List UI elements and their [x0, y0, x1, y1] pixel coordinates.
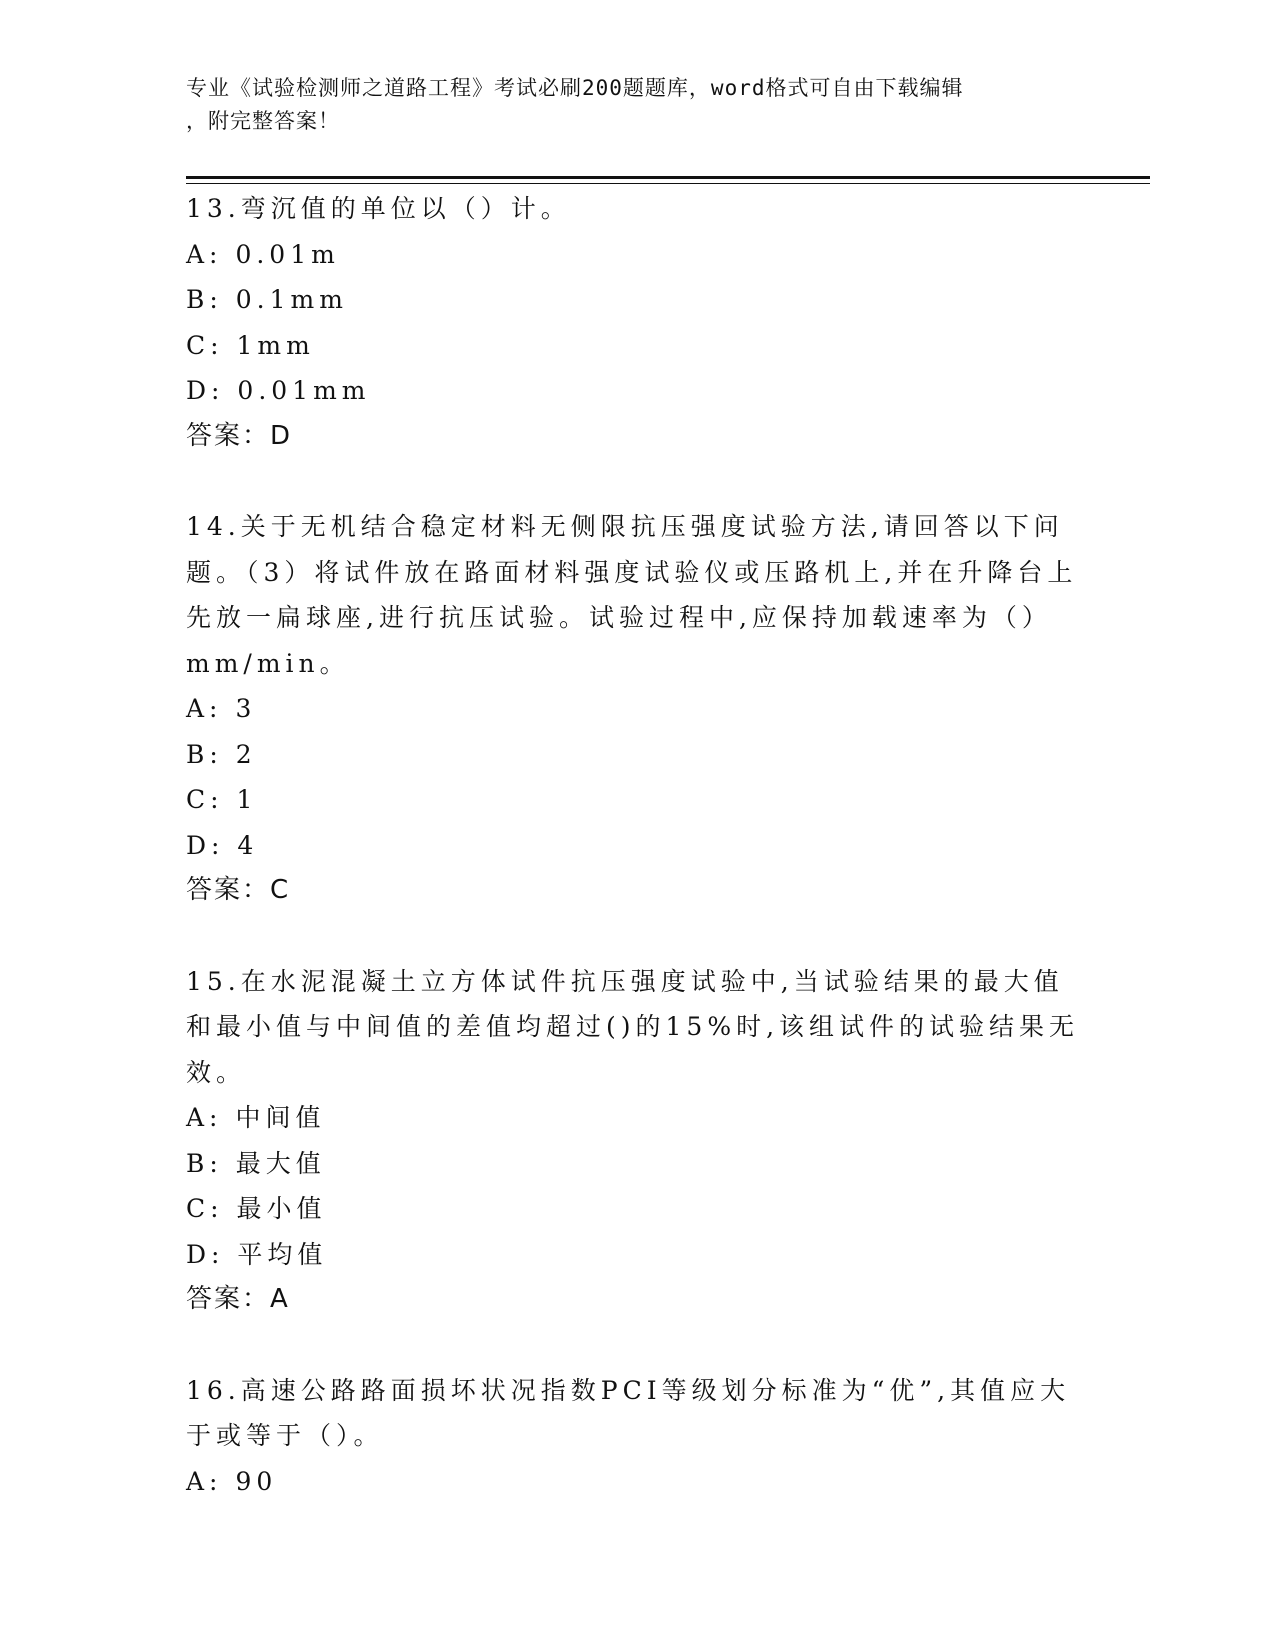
option-label: B: [186, 739, 223, 769]
option-c [186, 777, 1086, 823]
option-label: D: [186, 376, 225, 405]
answer-line: 答案：C [186, 875, 291, 905]
option-label: A: [186, 239, 223, 269]
question-stem: 16.高速公路路面损坏状况指数PCI等级划分标准为“优”,其值应大于或等于（）。 [186, 1375, 1071, 1450]
option-label: C: [186, 1194, 224, 1223]
question-stem: 15.在水泥混凝土立方体试件抗压强度试验中,当试验结果的最大值和最小值与中间值的差值均超过()的15%时,该组试件的试验结果无效。 [186, 966, 1080, 1087]
document-header [186, 72, 1086, 138]
option-c [186, 323, 1086, 369]
question-spacer [186, 459, 1086, 504]
option-text: 最大值 [235, 1148, 326, 1178]
option-d [186, 368, 1086, 414]
option-label: A: [186, 694, 223, 723]
option-a [186, 686, 1086, 732]
header-divider-thick [186, 176, 1150, 179]
question-list [186, 186, 1086, 1504]
option-text: 0.01mm [237, 376, 371, 405]
option-b [186, 1141, 1086, 1187]
option-label: A: [186, 1103, 223, 1132]
question-15 [186, 959, 1086, 1323]
question-stem: 14.关于无机结合稳定材料无侧限抗压强度试验方法,请回答以下问题。（3）将试件放在路面材料强度试验仪或压路机上,并在升降台上先放一扁球座,进行抗压试验。试验过程中,应保持加载速率为（）mm/min。 [186, 512, 1078, 678]
option-text: 1mm [236, 330, 315, 360]
option-text: 最小值 [236, 1194, 327, 1223]
option-label: B: [186, 285, 223, 314]
question-14 [186, 504, 1086, 914]
header-divider-thin [186, 183, 1150, 184]
option-label: D: [186, 830, 225, 860]
option-label: A: [186, 1466, 223, 1496]
question-stem: 13.弯沉值的单位以（）计。 [186, 194, 571, 223]
answer-line: 答案：D [186, 420, 293, 451]
option-label: C: [186, 330, 224, 360]
option-c [186, 1186, 1086, 1232]
option-b [186, 277, 1086, 323]
option-d [186, 1232, 1086, 1278]
option-a [186, 1095, 1086, 1141]
option-label: C: [186, 785, 224, 814]
option-a [186, 1459, 1086, 1505]
option-a [186, 232, 1086, 278]
option-text: 90 [235, 1466, 278, 1496]
option-text: 平均值 [237, 1239, 328, 1269]
question-spacer [186, 914, 1086, 959]
answer-line: 答案：A [186, 1284, 290, 1314]
question-13 [186, 186, 1086, 459]
option-text: 中间值 [235, 1103, 326, 1132]
option-label: B: [186, 1148, 223, 1178]
option-d [186, 823, 1086, 869]
option-label: D: [186, 1239, 225, 1269]
option-text: 0.01m [235, 239, 340, 269]
question-spacer [186, 1323, 1086, 1368]
option-text: 4 [237, 830, 259, 860]
question-16 [186, 1368, 1086, 1505]
option-text: 0.1mm [235, 285, 348, 314]
header-line-1: 专业《试验检测师之道路工程》考试必刷200题题库，word格式可自由下载编辑 [186, 76, 964, 100]
option-text: 2 [235, 739, 257, 769]
option-text: 3 [235, 694, 257, 723]
option-text: 1 [236, 785, 258, 814]
option-b [186, 732, 1086, 778]
header-line-2: ，附完整答案！ [186, 109, 340, 133]
